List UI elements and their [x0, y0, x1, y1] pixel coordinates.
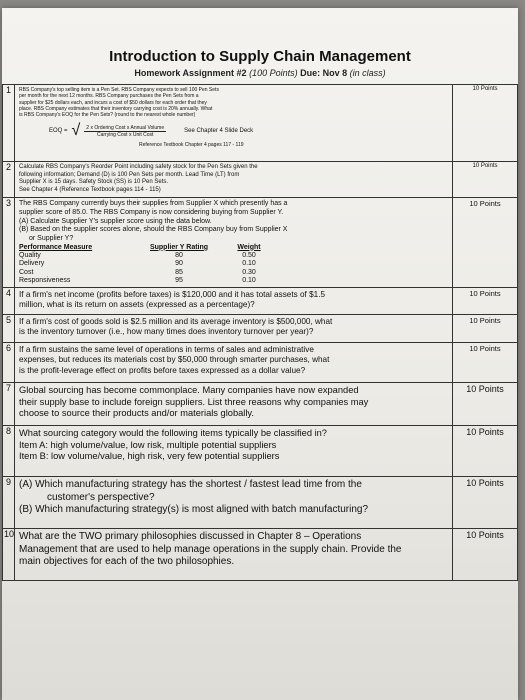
question-line: customer's perspective?: [47, 491, 155, 503]
question-line: is the inventory turnover (i.e., how many times does inventory turnover per year)?: [19, 327, 314, 337]
question-points: 10 Points: [453, 198, 518, 288]
question-line: is the profit-leverage effect on profits before taxes expressed as a dollar value?: [19, 365, 306, 375]
question-row: [3, 162, 518, 198]
question-line: main objectives for each of the two philosophies.: [19, 556, 235, 567]
question-line: If a firm's net income (profits before taxes) is $120,000 and it has total assets of $1.5: [19, 290, 326, 299]
measure-cell: Delivery: [19, 260, 45, 268]
question-text: [15, 529, 453, 581]
column-header: Performance Measure: [19, 243, 93, 251]
question-number: 7: [3, 383, 15, 426]
question-line: (A) Which manufacturing strategy has the shortest / fastest lead time from the: [19, 479, 362, 490]
question-points: 10 Points: [453, 477, 518, 529]
question-points: 10 Points: [453, 529, 518, 581]
assignment-subtitle: [2, 68, 518, 78]
question-text: [15, 383, 453, 426]
question-row: [3, 85, 518, 162]
question-points: 10 Points: [453, 426, 518, 477]
eoq-label: EOQ =: [49, 127, 68, 134]
question-number: 9: [3, 477, 15, 529]
question-line: (A) Calculate Supplier Y's supplier score using the data below.: [19, 217, 212, 225]
question-number: 2: [3, 162, 15, 198]
eoq-numerator: 2 x Ordering Cost x Annual Volume: [86, 124, 165, 131]
due-date: Due: Nov 8: [300, 68, 348, 78]
eoq-formula: [49, 121, 448, 141]
due-note: (in class): [349, 68, 386, 78]
question-text: [15, 85, 453, 162]
question-line: (B) Which manufacturing strategy(s) is most aligned with batch manufacturing?: [19, 504, 369, 515]
question-line: per month for the next 12 months. RBS Company purchases the Pen Sets from a: [19, 93, 199, 100]
weight-cell: 0.10: [242, 260, 256, 268]
question-number: 10: [3, 529, 15, 581]
question-points: 10 Points: [453, 383, 518, 426]
question-text: [15, 288, 453, 315]
eoq-denominator: Carrying Cost x Unit Cost: [97, 131, 154, 138]
question-text: [15, 426, 453, 477]
question-line: RBS Company's top selling item is a Pen Set. RBS Company expects to sell 100 Pen Sets: [19, 87, 219, 93]
question-number: 8: [3, 426, 15, 477]
question-line: or Supplier Y?: [29, 235, 74, 242]
question-text: [15, 162, 453, 198]
question-points: 10 Points: [453, 162, 518, 198]
question-row: [3, 198, 518, 288]
question-line: following information; Demand (D) is 100 Pen Sets per month. Lead Time (LT) from: [19, 171, 240, 178]
question-line: Calculate RBS Company's Reorder Point including safety stock for the Pen Sets given the: [19, 164, 258, 170]
question-line: (B) Based on the supplier scores alone, should the RBS Company buy from Supplier X: [19, 226, 288, 234]
question-line: What are the TWO primary philosophies discussed in Chapter 8 – Operations: [19, 531, 362, 542]
question-line: Management that are used to help manage operations in the supply chain. Provide the: [19, 543, 402, 555]
question-line: Item B: low volume/value, high risk, very few potential suppliers: [19, 451, 280, 462]
homework-sheet: [2, 8, 518, 700]
question-line: choose to source their products and/or materials globally.: [19, 408, 254, 419]
weight-cell: 0.10: [242, 276, 256, 284]
measure-cell: Responsiveness: [19, 276, 71, 284]
question-text: [15, 343, 453, 383]
question-points: 10 Points: [453, 85, 518, 162]
question-row: [3, 529, 518, 581]
question-points: 10 Points: [453, 343, 518, 383]
question-text: [15, 315, 453, 343]
column-header: Weight: [237, 243, 261, 251]
supplier-rating-table: [19, 244, 448, 285]
rating-cell: 90: [175, 260, 183, 268]
question-row: [3, 288, 518, 315]
question-points: 10 Points: [453, 315, 518, 343]
question-line: million, what is its return on assets (expressed as a percentage)?: [19, 300, 255, 310]
rating-cell: 80: [175, 252, 183, 259]
rating-cell: 85: [175, 268, 183, 276]
question-number: 5: [3, 315, 15, 343]
question-row: [3, 383, 518, 426]
question-text: [15, 198, 453, 288]
measure-cell: Quality: [19, 252, 41, 259]
question-line: See Chapter 4 (Reference Textbook pages 114 - 115): [19, 186, 161, 193]
question-line: If a firm sustains the same level of operations in terms of sales and administrative: [19, 345, 314, 354]
rating-cell: 95: [175, 276, 183, 284]
question-line: their supply base to include foreign suppliers. List three reasons why companies may: [19, 396, 369, 407]
question-text: [15, 477, 453, 529]
question-line: Global sourcing has become commonplace. Many companies have now expanded: [19, 385, 359, 395]
question-line: If a firm's cost of goods sold is $2.5 million and its average inventory is $500,000, what: [19, 317, 333, 326]
question-line: expenses, but reduces its materials cost by $50,000 through smarter purchases, what: [19, 355, 330, 365]
questions-table: [2, 84, 518, 581]
column-header: Supplier Y Rating: [149, 243, 209, 251]
question-number: 6: [3, 343, 15, 383]
question-number: 4: [3, 288, 15, 315]
measure-cell: Cost: [19, 268, 34, 276]
question-line: supplier for $25 dollars each, and incurs a cost of $50 dollars for each order that they: [19, 99, 207, 106]
question-number: 1: [3, 85, 15, 162]
question-number: 3: [3, 198, 15, 288]
question-line: Supplier X is 15 days. Safety Stock (SS) is 10 Pen Sets.: [19, 179, 169, 185]
weight-cell: 0.50: [242, 252, 256, 259]
question-line: place. RBS Company estimates that their inventory carrying cost is 20% annually. What: [19, 105, 213, 112]
assignment-points: (100 Points): [249, 68, 298, 78]
question-row: [3, 315, 518, 343]
question-row: [3, 477, 518, 529]
question-line: supplier score of 85.0. The RBS Company is now considering buying from Supplier Y.: [19, 208, 284, 216]
question-line: is RBS Company's EOQ for the Pen Sets? (round to the nearest whole number): [19, 112, 196, 118]
assignment-name: Homework Assignment #2: [134, 68, 247, 78]
textbook-reference: Reference Textbook Chapter 4 pages 117 - 119: [139, 142, 244, 149]
question-row: [3, 426, 518, 477]
question-points: 10 Points: [453, 288, 518, 315]
square-root-icon: √: [71, 122, 81, 140]
question-line: Item A: high volume/value, low risk, multiple potential suppliers: [19, 439, 277, 450]
question-line: What sourcing category would the following items typically be classified in?: [19, 428, 327, 438]
see-slide-deck: See Chapter 4 Slide Deck: [184, 127, 254, 134]
page-title: Introduction to Supply Chain Management: [109, 48, 411, 65]
question-row: [3, 343, 518, 383]
weight-cell: 0.30: [242, 268, 256, 276]
question-line: The RBS Company currently buys their supplies from Supplier X which presently has a: [19, 200, 288, 207]
eoq-fraction: [84, 125, 166, 139]
